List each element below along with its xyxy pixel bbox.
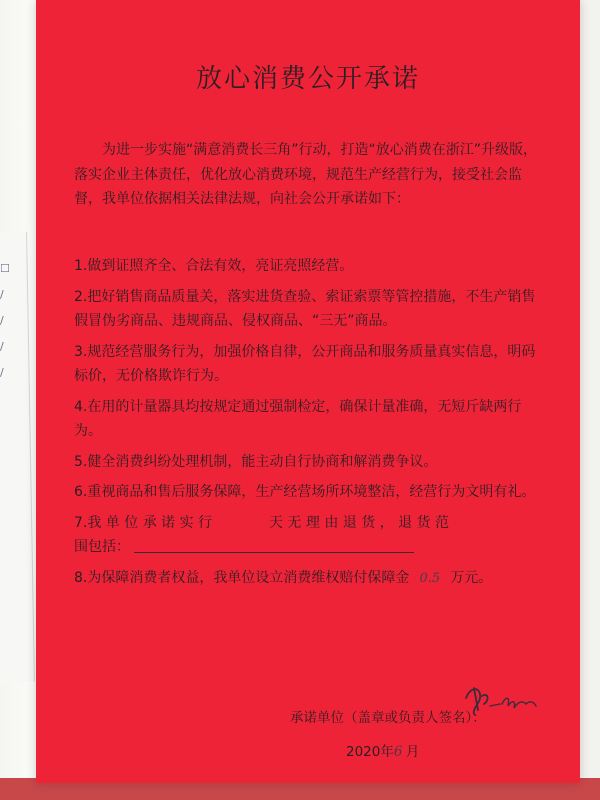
margin-marks: ☐ / / / / bbox=[0, 262, 10, 379]
intro-paragraph: 为进一步实施“满意消费长三角”行动，打造“放心消费在浙江”升级版，落实企业主体责任，优化放心消费环境，规范生产经营行为，接受社会监督，我单位依据相关法律法规，向社会公开承诺如下： bbox=[74, 142, 538, 207]
signature-label: 承诺单位（盖章或负责人签名）： bbox=[290, 710, 486, 726]
return-policy-text-a: 7.我 单 位 承 诺 实 行 bbox=[74, 514, 213, 531]
compensation-text-a: 8.为保障消费者权益，我单位设立消费维权赔付保障金 bbox=[74, 569, 410, 586]
handwritten-signature bbox=[460, 680, 540, 720]
return-policy-text-b: 天 无 理 由 退 货 ， 退 货 范 bbox=[268, 514, 450, 531]
handwritten-amount: 0.5 bbox=[419, 570, 441, 586]
list-item: 5.健全消费纠纷处理机制，能主动自行协商和解消费争议。 bbox=[74, 453, 438, 470]
list-item-compensation bbox=[74, 566, 544, 592]
page-title: 放心消费公开承诺 bbox=[195, 64, 420, 94]
date-month: 6 bbox=[393, 744, 403, 760]
return-policy-text-c: 围包括： bbox=[74, 539, 130, 555]
compensation-text-b: 万元。 bbox=[450, 569, 493, 586]
date bbox=[346, 740, 419, 760]
date-year: 2020年 bbox=[346, 744, 394, 760]
list-item: 2.把好销售商品质量关，落实进货查验、索证索票等管控措施，不生产销售假冒伪劣商品、违规商品、侵权商品、“三无”商品。 bbox=[74, 288, 536, 329]
date-month-suffix: 月 bbox=[405, 744, 420, 760]
list-item: 6.重视商品和售后服务保障，生产经营场所环境整洁，经营行为文明有礼。 bbox=[74, 484, 536, 500]
red-notice-sheet bbox=[36, 0, 580, 783]
list-item: 3.规范经营服务行为，加强价格自律，公开商品和服务质量真实信息，明码标价，无价格欺诈行为。 bbox=[74, 343, 536, 384]
list-item: 1.做到证照齐全、合法有效，亮证亮照经营。 bbox=[74, 258, 354, 274]
blank-scope bbox=[134, 538, 414, 553]
list-item-return-policy bbox=[74, 511, 544, 560]
list-item: 4.在用的计量器具均按规定通过强制检定，确保计量准确，无短斤缺两行为。 bbox=[74, 398, 522, 439]
commitment-list bbox=[74, 254, 544, 597]
